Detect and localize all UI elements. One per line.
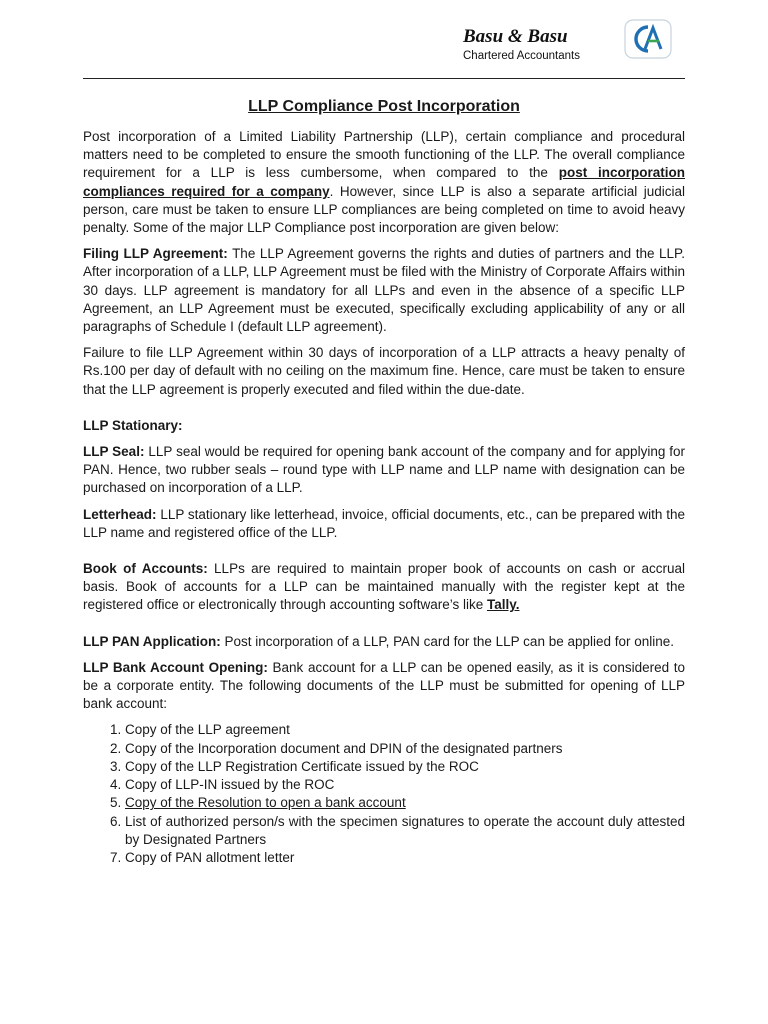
accounts-label: Book of Accounts: — [83, 561, 208, 577]
intro-text: Post incorporation of a Limited Liability Partnership (LLP), certain compliance and procedural matters need to be completed to ensure the smooth functioning of the LLP. The overall compliance requirement for a LLP is less cumbersome, when compared to the — [83, 129, 685, 181]
tally-link[interactable]: Tally. — [486, 597, 520, 613]
firm-subtitle: Chartered Accountants — [463, 50, 580, 62]
letterhead-label: Letterhead: — [83, 506, 157, 522]
intro-paragraph — [83, 128, 685, 237]
header-divider — [83, 78, 685, 79]
documents-list — [83, 721, 685, 867]
firm-name: Basu & Basu — [463, 26, 568, 47]
letterhead-text: LLP stationary like letterhead, invoice, official documents, etc., can be prepared with the LLP name and registered office of the LLP. — [83, 506, 685, 540]
bank-text: Bank account for a LLP can be opened easily, as it is considered to be a corporate entity. The following documents of the LLP must be submitted for opening of LLP bank account: — [83, 659, 685, 712]
pan-label: LLP PAN Application: — [83, 633, 221, 649]
agreement-label: Filing LLP Agreement: — [83, 246, 228, 262]
page-header — [0, 0, 768, 82]
list-item: 1. Copy of the LLP agreement — [125, 721, 685, 739]
document-body — [83, 96, 685, 867]
stationary-heading-text: LLP Stationary: — [83, 417, 183, 433]
seal-label: LLP Seal: — [83, 444, 145, 460]
list-item: 4. Copy of LLP-IN issued by the ROC — [125, 776, 685, 794]
penalty-paragraph: Failure to file LLP Agreement within 30 days of incorporation of a LLP attracts a heavy penalty of Rs.100 per day of default with no ceiling on the maximum fine. Hence, care must be taken to ensure that the LLP agreement is properly executed and filed within the due-date. — [83, 345, 685, 397]
stationary-heading — [83, 417, 685, 435]
agreement-paragraph — [83, 245, 685, 336]
agreement-text: The LLP Agreement governs the rights and duties of partners and the LLP. After incorporation of a LLP, LLP Agreement must be filed with the Ministry of Corporate Affairs within 30 days. LLP agreement is mandatory for all LLPs and even in the absence of a specific LLP Agreement, an LLP Agreement must be executed, specifically excluding applicability of any or all paragraphs of Schedule I (default LLP agreement). — [83, 246, 686, 335]
list-item-resolution-link[interactable]: 5. Copy of the Resolution to open a bank account — [125, 794, 685, 812]
pan-paragraph — [83, 633, 685, 651]
list-item: 3. Copy of the LLP Registration Certificate issued by the ROC — [125, 758, 685, 776]
intro-text-2: . However, since LLP is also a separate artificial judicial person, care must be taken to ensure LLP compliances are being completed on time to avoid heavy penalty. Some of the major LLP Compliance post incorporation are given below: — [83, 183, 685, 236]
accounts-text: LLPs are required to maintain proper book of accounts on cash or accrual basis. Book of accounts for a LLP can be maintained manually with the register kept at the registered office or electronically through accounting software’s like — [83, 561, 685, 613]
seal-paragraph — [83, 443, 685, 498]
bank-label: LLP Bank Account Opening: — [83, 659, 268, 675]
list-item: 6. List of authorized person/s with the specimen signatures to operate the account duly attested by Designated Partners — [125, 813, 685, 849]
seal-text: LLP seal would be required for opening bank account of the company and for applying for PAN. Hence, two rubber seals – round type with LLP name and LLP name with designation can be purchased on incorporation of a LLP. — [83, 444, 686, 496]
company-compliance-link[interactable]: post incorporation compliances required for a company — [83, 165, 685, 199]
pan-text: Post incorporation of a LLP, PAN card for the LLP can be applied for online. — [220, 633, 675, 649]
list-item: 7. Copy of PAN allotment letter — [125, 849, 685, 867]
letterhead-paragraph — [83, 506, 685, 542]
bank-paragraph — [83, 659, 685, 714]
accounts-paragraph — [83, 560, 685, 615]
list-item: 2. Copy of the Incorporation document and DPIN of the designated partners — [125, 740, 685, 758]
ca-logo-icon — [624, 19, 672, 59]
page-title: LLP Compliance Post Incorporation — [248, 98, 520, 115]
